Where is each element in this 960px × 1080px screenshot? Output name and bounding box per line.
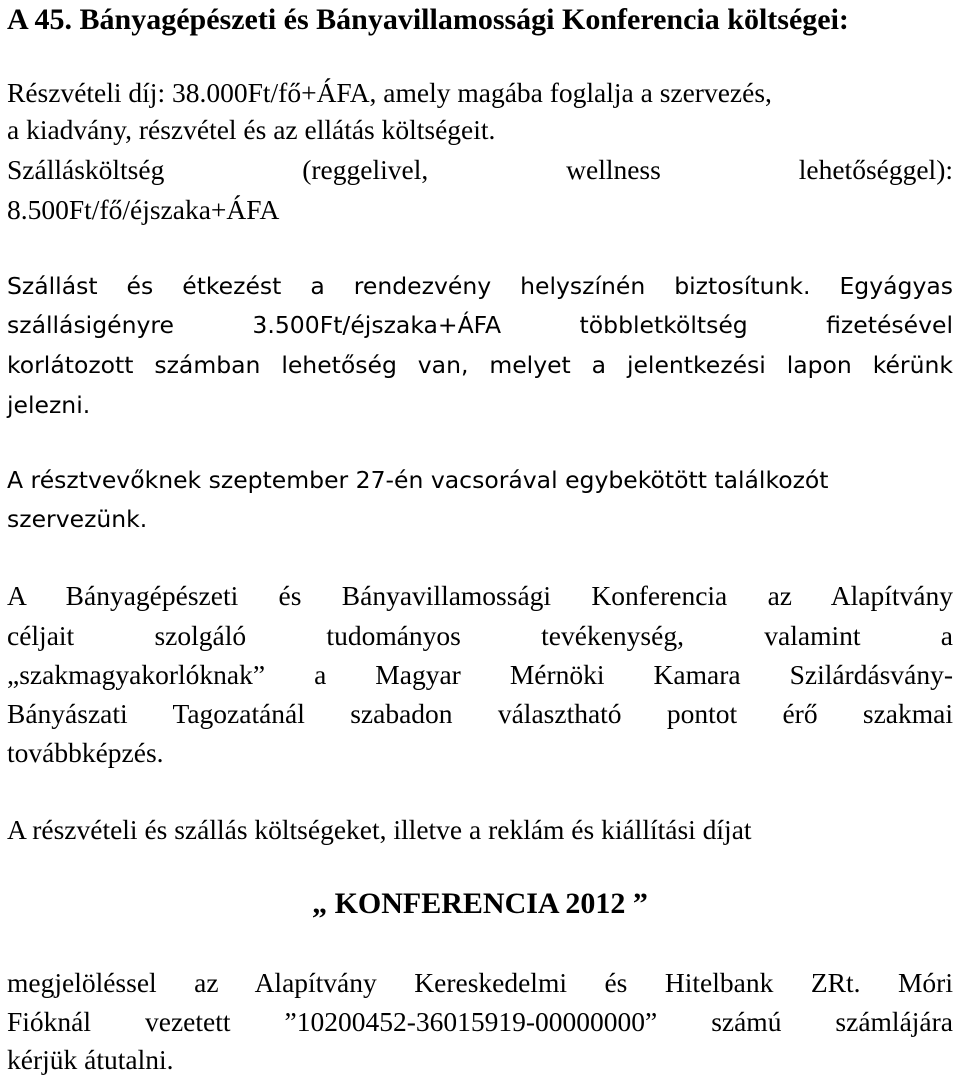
accommodation-line-1: Szállást és étkezést a rendezvény helyszínén biztosítunk. Egyágyas	[7, 272, 953, 300]
fees-line-3: Szállásköltség (reggelivel, wellness lehetőséggel):	[7, 154, 953, 185]
accommodation-line-4: jelezni.	[7, 391, 91, 419]
training-line-3: „szakmagyakorlóknak” a Magyar Mérnöki Kamara Szilárdásvány-	[7, 659, 953, 690]
fees-line-4: 8.500Ft/fő/éjszaka+ÁFA	[7, 194, 280, 225]
conference-title: „ KONFERENCIA 2012 ”	[312, 887, 648, 920]
training-line-2: céljait szolgáló tudományos tevékenység, valamint a	[7, 620, 953, 651]
training-line-5: továbbképzés.	[7, 737, 164, 768]
document-heading: A 45. Bányagépészeti és Bányavillamossági Konferencia költségei:	[7, 3, 849, 36]
payment-line-2: megjelöléssel az Alapítvány Kereskedelmi és Hitelbank ZRt. Móri	[7, 967, 953, 998]
dinner-line-1: A résztvevőknek szeptember 27-én vacsorával egybekötött találkozót	[7, 466, 829, 494]
dinner-line-2: szervezünk.	[7, 505, 148, 533]
accommodation-line-3: korlátozott számban lehetőség van, melyet a jelentkezési lapon kérünk	[7, 351, 953, 379]
training-line-1: A Bányagépészeti és Bányavillamossági Konferencia az Alapítvány	[7, 580, 953, 611]
payment-line-1: A részvételi és szállás költségeket, illetve a reklám és kiállítási díjat	[7, 814, 752, 845]
accommodation-line-2: szállásigényre 3.500Ft/éjszaka+ÁFA többletköltség fizetésével	[7, 311, 953, 339]
payment-line-3: Fióknál vezetett ”10200452-36015919-00000000” számú számlájára	[7, 1006, 953, 1037]
payment-line-4: kérjük átutalni.	[7, 1044, 174, 1075]
training-line-4: Bányászati Tagozatánál szabadon választható pontot érő szakmai	[7, 698, 953, 729]
fees-line-1: Részvételi díj: 38.000Ft/fő+ÁFA, amely magába foglalja a szervezés,	[7, 77, 772, 108]
fees-line-2: a kiadvány, részvétel és az ellátás költségeit.	[7, 114, 496, 145]
